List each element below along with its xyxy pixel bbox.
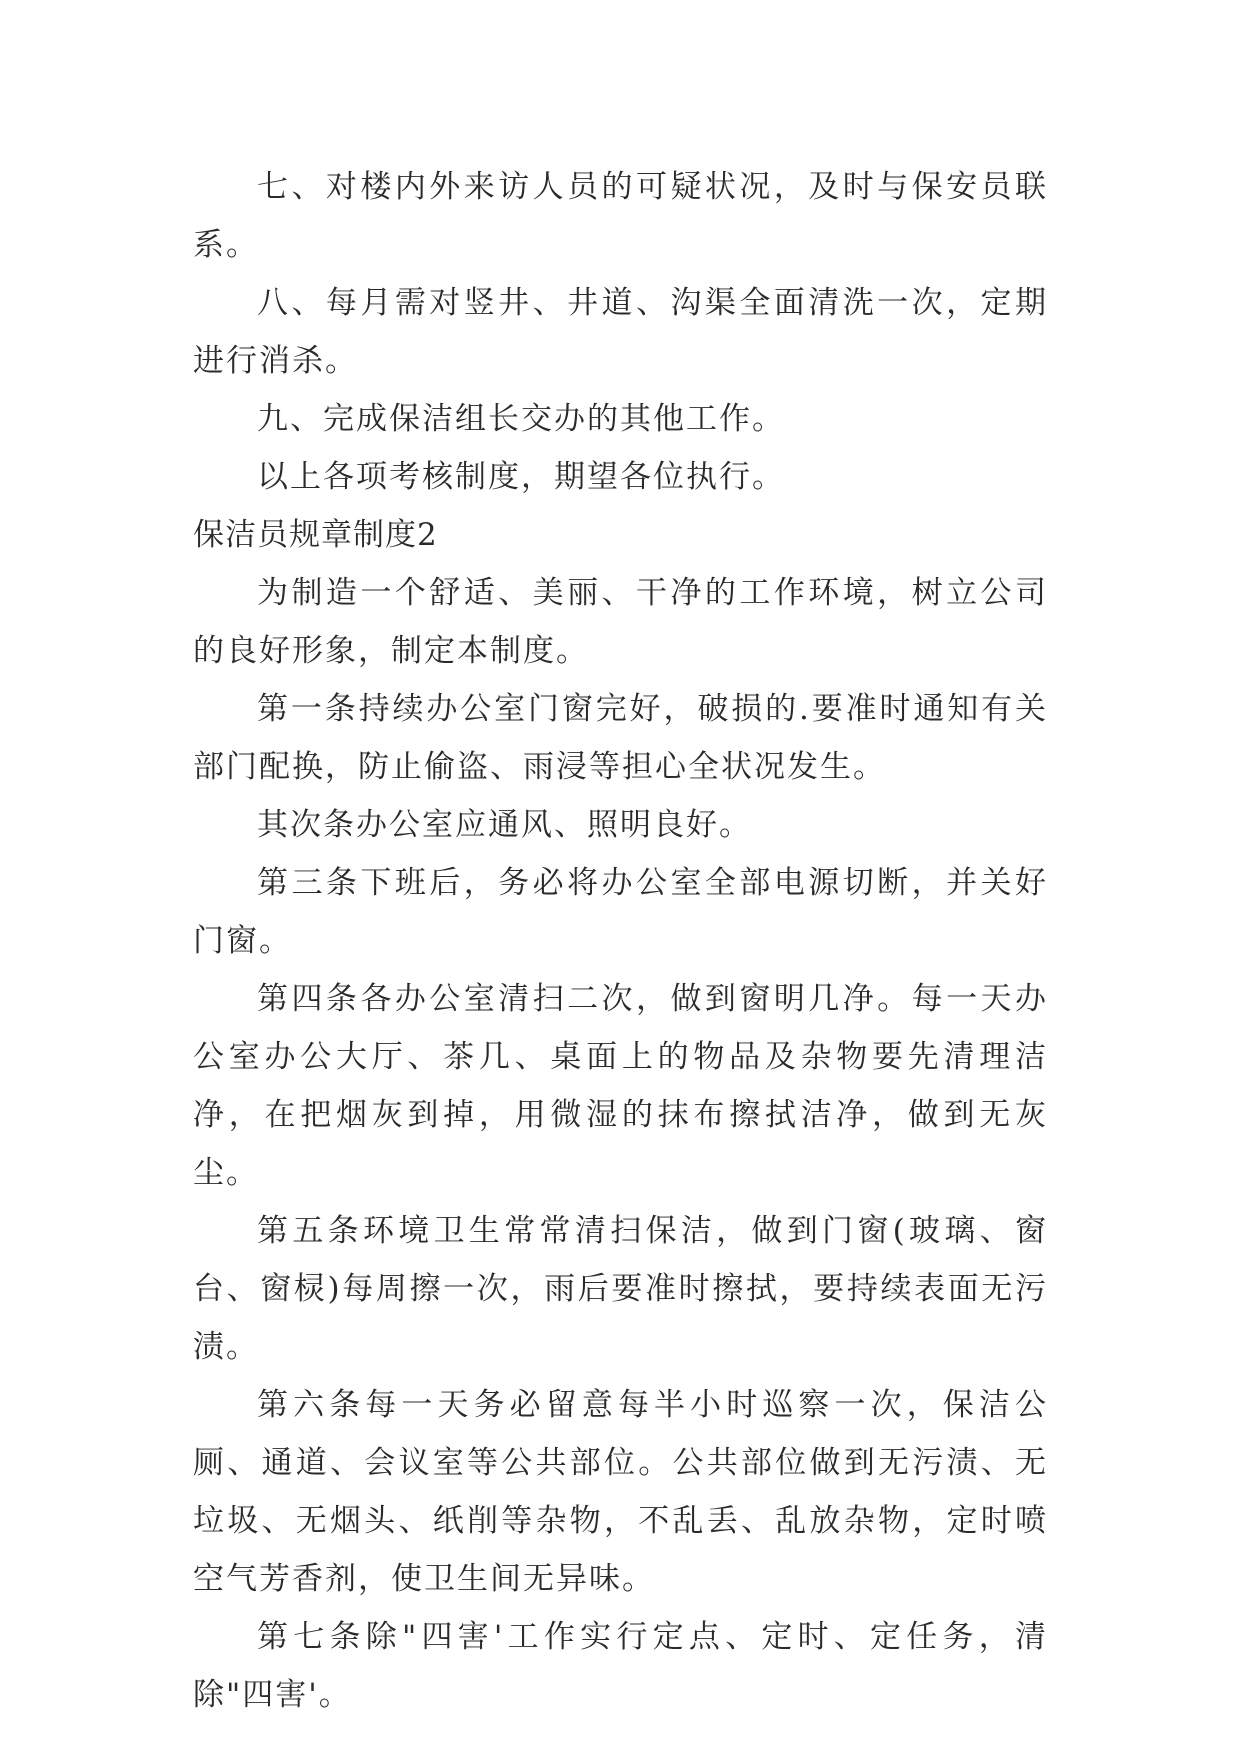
section-title: 保洁员规章制度2 <box>193 517 438 553</box>
article-7: 第七条除"四害'工作实行定点、定时、定任务，清除"四害'。 <box>193 1619 1048 1713</box>
paragraph-8: 八、每月需对竖井、井道、沟渠全面清洗一次，定期进行消杀。 <box>193 285 1048 379</box>
section2-intro: 为制造一个舒适、美丽、干净的工作环境，树立公司的良好形象，制定本制度。 <box>193 575 1048 669</box>
article-6: 第六条每一天务必留意每半小时巡察一次，保洁公厕、通道、会议室等公共部位。公共部位做到无污渍、无垃圾、无烟头、纸削等杂物，不乱丢、乱放杂物，定时喷空气芳香剂，使卫生间无异味。 <box>193 1387 1048 1597</box>
paragraph-9: 九、完成保洁组长交办的其他工作。 <box>257 401 785 437</box>
article-4: 第四条各办公室清扫二次，做到窗明几净。每一天办公室办公大厅、茶几、桌面上的物品及杂物要先清理洁净，在把烟灰到掉，用微湿的抹布擦拭洁净，做到无灰尘。 <box>193 981 1048 1191</box>
paragraph-7: 七、对楼内外来访人员的可疑状况，及时与保安员联系。 <box>193 169 1048 263</box>
article-2: 其次条办公室应通风、照明良好。 <box>257 807 752 843</box>
document-body <box>193 158 1048 1724</box>
paragraph-closing: 以上各项考核制度，期望各位执行。 <box>257 459 785 495</box>
article-3: 第三条下班后，务必将办公室全部电源切断，并关好门窗。 <box>193 865 1048 959</box>
article-1: 第一条持续办公室门窗完好，破损的.要准时通知有关部门配换，防止偷盗、雨浸等担心全状况发生。 <box>193 691 1048 785</box>
article-5: 第五条环境卫生常常清扫保洁，做到门窗(玻璃、窗台、窗棂)每周擦一次，雨后要准时擦拭，要持续表面无污渍。 <box>193 1213 1048 1365</box>
